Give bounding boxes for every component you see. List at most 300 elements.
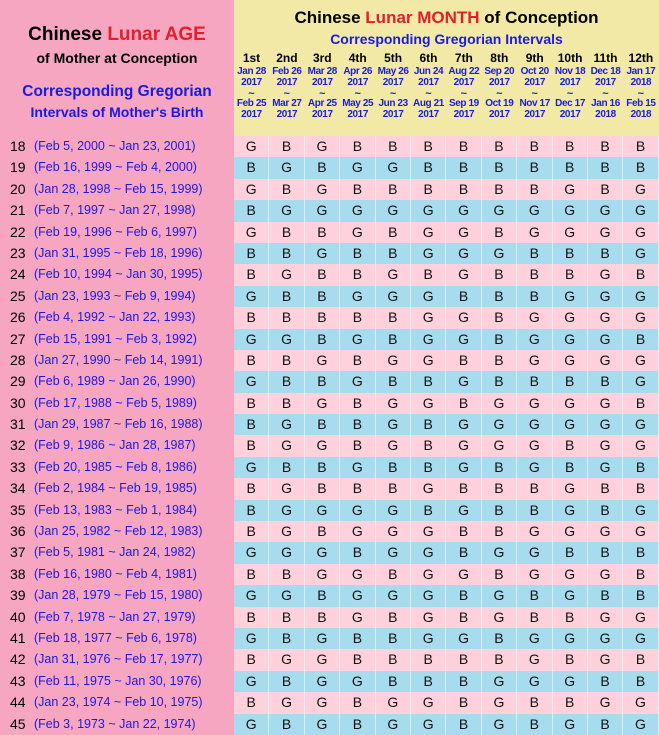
birth-date-range: (Feb 2, 1984 ~ Feb 19, 1985) [34, 481, 197, 496]
prediction-cell: G [376, 200, 411, 221]
prediction-cell: G [269, 478, 304, 499]
birth-date-range: (Feb 15, 1991 ~ Feb 3, 1992) [34, 331, 197, 346]
tilde-separator: ~ [602, 88, 609, 100]
prediction-cell: B [376, 307, 411, 328]
prediction-cell: G [340, 671, 375, 692]
month-end-year: 2017 [311, 109, 333, 120]
prediction-cell: G [623, 500, 658, 521]
table-row [0, 371, 659, 392]
mother-age: 22 [10, 223, 26, 240]
birth-date-range: (Feb 16, 1980 ~ Feb 4, 1981) [34, 566, 197, 581]
prediction-cell: B [376, 649, 411, 670]
prediction-cell: G [517, 628, 552, 649]
row-label [0, 457, 234, 478]
prediction-cell: B [269, 350, 304, 371]
prediction-cell: B [376, 564, 411, 585]
mother-age: 37 [10, 544, 26, 561]
prediction-cells [234, 564, 659, 585]
month-end-year: 2017 [418, 109, 439, 120]
month-end-year: 2017 [347, 109, 369, 120]
prediction-cell: G [553, 564, 588, 585]
month-name: 3rd [312, 51, 332, 65]
prediction-cell: G [305, 628, 340, 649]
prediction-cell: G [553, 500, 588, 521]
month-column-header [235, 52, 268, 121]
prediction-cell: B [517, 371, 552, 392]
prediction-cell: G [269, 542, 304, 563]
prediction-cell: B [269, 371, 304, 392]
prediction-cell: B [376, 628, 411, 649]
prediction-cell: B [305, 414, 340, 435]
row-label [0, 222, 234, 243]
prediction-cell: B [623, 157, 658, 178]
month-end-year: 2017 [276, 109, 298, 120]
month-start-year: 2017 [311, 77, 333, 88]
prediction-cell: B [553, 157, 588, 178]
prediction-cell: B [588, 714, 623, 735]
prediction-cell: G [340, 200, 375, 221]
prediction-cell: B [234, 414, 269, 435]
prediction-cell: B [482, 478, 517, 499]
prediction-cell: B [482, 286, 517, 307]
prediction-cell: G [269, 692, 304, 713]
prediction-cell: B [446, 542, 481, 563]
table-row [0, 714, 659, 735]
month-start-year: 2017 [418, 77, 439, 88]
prediction-cells [234, 136, 659, 157]
prediction-cell: B [305, 307, 340, 328]
prediction-cell: G [305, 393, 340, 414]
tilde-separator: ~ [248, 88, 255, 100]
prediction-cell: G [446, 435, 481, 456]
age-header-subtitle: of Mother at Conception [36, 50, 198, 66]
month-start-year: 2017 [595, 77, 616, 88]
row-label [0, 564, 234, 585]
prediction-cell: B [234, 500, 269, 521]
tilde-separator: ~ [389, 88, 397, 100]
prediction-cell: B [446, 393, 481, 414]
prediction-cell: B [446, 607, 481, 628]
row-label [0, 542, 234, 563]
tilde-separator: ~ [319, 88, 326, 100]
prediction-cell: B [623, 671, 658, 692]
birth-date-range: (Feb 13, 1983 ~ Feb 1, 1984) [34, 502, 197, 517]
prediction-cell: G [588, 692, 623, 713]
prediction-cell: B [588, 478, 623, 499]
prediction-cell: G [623, 435, 658, 456]
month-start-date: Oct 20 [520, 66, 549, 77]
month-name: 10th [557, 51, 583, 65]
prediction-cell: B [482, 521, 517, 542]
prediction-cell: B [269, 628, 304, 649]
prediction-cell: B [234, 521, 269, 542]
prediction-cell: B [269, 243, 304, 264]
table-row [0, 179, 659, 200]
row-label [0, 350, 234, 371]
prediction-cell: G [588, 607, 623, 628]
prediction-cell: B [411, 414, 446, 435]
mother-age: 35 [10, 501, 26, 518]
prediction-cell: G [517, 457, 552, 478]
prediction-cells [234, 157, 659, 178]
row-label [0, 307, 234, 328]
prediction-cell: G [269, 649, 304, 670]
prediction-cell: B [305, 264, 340, 285]
prediction-cell: B [376, 329, 411, 350]
prediction-cell: B [482, 264, 517, 285]
prediction-cells [234, 350, 659, 371]
prediction-cell: G [623, 243, 658, 264]
prediction-cell: B [234, 435, 269, 456]
prediction-cell: G [446, 222, 481, 243]
mother-age: 41 [10, 629, 26, 646]
prediction-cell: G [234, 329, 269, 350]
prediction-cell: G [588, 200, 623, 221]
prediction-cell: B [411, 457, 446, 478]
prediction-cell: B [446, 521, 481, 542]
prediction-cell: G [446, 414, 481, 435]
prediction-cell: G [517, 393, 552, 414]
table-row [0, 521, 659, 542]
prediction-cell: G [517, 200, 552, 221]
prediction-cell: G [234, 222, 269, 243]
prediction-cell: G [305, 136, 340, 157]
prediction-cells [234, 243, 659, 264]
month-start-year: 2017 [347, 77, 369, 88]
month-start-year: 2017 [524, 77, 546, 88]
prediction-cell: B [376, 243, 411, 264]
prediction-cell: G [623, 628, 658, 649]
row-label [0, 435, 234, 456]
mother-age: 31 [10, 416, 26, 433]
prediction-cell: B [340, 307, 375, 328]
prediction-cell: G [411, 628, 446, 649]
prediction-cell: G [517, 307, 552, 328]
prediction-cell: G [517, 329, 552, 350]
birth-date-range: (Feb 6, 1989 ~ Jan 26, 1990) [34, 374, 196, 389]
prediction-cell: G [376, 286, 411, 307]
month-name: 11th [593, 51, 618, 65]
birth-date-range: (Jan 23, 1974 ~ Feb 10, 1975) [34, 695, 203, 710]
prediction-cell: G [623, 179, 658, 200]
prediction-cell: G [623, 222, 658, 243]
birth-date-range: (Feb 3, 1973 ~ Jan 22, 1974) [34, 716, 196, 731]
tilde-separator: ~ [460, 88, 468, 100]
table-row [0, 628, 659, 649]
prediction-cell: G [553, 478, 588, 499]
prediction-cell: B [376, 457, 411, 478]
birth-date-range: (Feb 7, 1997 ~ Jan 27, 1998) [34, 203, 196, 218]
prediction-cell: B [553, 136, 588, 157]
prediction-cells [234, 307, 659, 328]
prediction-cell: B [553, 607, 588, 628]
prediction-cell: B [482, 329, 517, 350]
month-column-header [554, 52, 587, 121]
prediction-cell: B [517, 179, 552, 200]
prediction-cell: G [411, 243, 446, 264]
prediction-cell: B [482, 628, 517, 649]
prediction-cell: B [305, 521, 340, 542]
prediction-cell: G [553, 329, 588, 350]
prediction-cell: B [623, 542, 658, 563]
prediction-cell: B [446, 136, 481, 157]
table-row [0, 649, 659, 670]
mother-age: 32 [10, 437, 26, 454]
table-row [0, 607, 659, 628]
prediction-cell: G [411, 222, 446, 243]
table-row [0, 585, 659, 606]
prediction-cell: B [340, 542, 375, 563]
prediction-cell: G [482, 435, 517, 456]
row-label [0, 607, 234, 628]
prediction-cell: G [376, 692, 411, 713]
month-end-date: Sep 19 [448, 98, 479, 109]
birth-date-range: (Jan 23, 1993 ~ Feb 9, 1994) [34, 288, 196, 303]
prediction-cell: B [305, 286, 340, 307]
row-label [0, 692, 234, 713]
prediction-cell: G [553, 671, 588, 692]
prediction-cell: B [411, 435, 446, 456]
prediction-cell: B [588, 179, 623, 200]
mother-age: 43 [10, 672, 26, 689]
prediction-cell: G [340, 564, 375, 585]
prediction-cell: G [517, 671, 552, 692]
row-label [0, 671, 234, 692]
month-header [234, 0, 659, 136]
prediction-cell: B [411, 649, 446, 670]
prediction-cell: G [269, 264, 304, 285]
prediction-cell: B [269, 671, 304, 692]
birth-date-range: (Feb 9, 1986 ~ Jan 28, 1987) [34, 438, 196, 453]
prediction-cells [234, 414, 659, 435]
table-row [0, 500, 659, 521]
month-start-date: Jun 24 [413, 66, 444, 77]
prediction-cell: B [517, 157, 552, 178]
prediction-cell: G [411, 307, 446, 328]
tilde-separator: ~ [637, 88, 645, 100]
month-header-subtitle: Corresponding Gregorian Intervals [330, 31, 563, 47]
prediction-cell: G [553, 714, 588, 735]
prediction-cells [234, 264, 659, 285]
birth-date-range: (Jan 31, 1976 ~ Feb 17, 1977) [34, 652, 203, 667]
month-end-year: 2017 [382, 109, 404, 120]
prediction-cell: G [340, 585, 375, 606]
month-end-date: Mar 27 [272, 98, 302, 109]
prediction-cells [234, 222, 659, 243]
mother-age: 33 [10, 458, 26, 475]
prediction-cell: G [269, 500, 304, 521]
prediction-cell: B [234, 649, 269, 670]
prediction-cell: G [411, 564, 446, 585]
prediction-cell: G [588, 564, 623, 585]
prediction-cell: B [234, 264, 269, 285]
prediction-cell: G [411, 350, 446, 371]
month-start-year: 2018 [630, 77, 652, 88]
prediction-cell: B [446, 350, 481, 371]
birth-date-range: (Jan 28, 1979 ~ Feb 15, 1980) [34, 588, 203, 603]
birth-date-range: (Feb 19, 1996 ~ Feb 6, 1997) [34, 224, 197, 239]
prediction-cell: G [376, 264, 411, 285]
month-start-date: Mar 28 [307, 66, 337, 77]
table-row [0, 350, 659, 371]
prediction-cell: G [305, 179, 340, 200]
prediction-cell: B [411, 157, 446, 178]
prediction-cell: B [340, 478, 375, 499]
prediction-cell: G [340, 157, 375, 178]
prediction-cell: G [623, 714, 658, 735]
prediction-cell: B [269, 307, 304, 328]
prediction-cell: G [623, 286, 658, 307]
prediction-cell: B [517, 243, 552, 264]
prediction-cell: B [340, 414, 375, 435]
prediction-cell: B [623, 564, 658, 585]
month-start-date: Jan 17 [626, 66, 656, 77]
prediction-cell: B [588, 542, 623, 563]
month-name: 4th [348, 51, 367, 65]
prediction-cell: B [376, 222, 411, 243]
prediction-cell: G [305, 671, 340, 692]
row-label [0, 521, 234, 542]
prediction-cell: B [269, 222, 304, 243]
prediction-cell: G [269, 521, 304, 542]
month-column-header [447, 52, 480, 121]
prediction-cells [234, 521, 659, 542]
row-label [0, 136, 234, 157]
prediction-cell: B [446, 692, 481, 713]
prediction-cell: G [482, 671, 517, 692]
prediction-cell: G [588, 628, 623, 649]
prediction-cell: B [234, 607, 269, 628]
birth-date-range: (Jan 25, 1982 ~ Feb 12, 1983) [34, 524, 203, 539]
prediction-cell: G [623, 414, 658, 435]
prediction-cell: B [482, 649, 517, 670]
table-row [0, 671, 659, 692]
table-row [0, 243, 659, 264]
prediction-cells [234, 500, 659, 521]
prediction-cell: G [269, 329, 304, 350]
birth-date-range: (Feb 5, 1981 ~ Jan 24, 1982) [34, 545, 196, 560]
prediction-cell: G [482, 607, 517, 628]
table-row [0, 286, 659, 307]
prediction-cell: B [340, 649, 375, 670]
prediction-cell: G [234, 136, 269, 157]
birth-date-range: (Feb 10, 1994 ~ Jan 30, 1995) [34, 267, 203, 282]
prediction-cells [234, 692, 659, 713]
mother-age: 40 [10, 608, 26, 625]
row-label [0, 286, 234, 307]
month-start-year: 2017 [382, 77, 404, 88]
prediction-cell: B [588, 157, 623, 178]
prediction-cell: G [446, 264, 481, 285]
prediction-cell: G [340, 607, 375, 628]
birth-date-range: (Feb 11, 1975 ~ Jan 30, 1976) [34, 673, 202, 688]
prediction-cell: B [482, 457, 517, 478]
month-end-date: May 25 [342, 98, 374, 109]
prediction-cell: G [411, 200, 446, 221]
table-row [0, 222, 659, 243]
month-end-year: 2017 [241, 109, 262, 120]
prediction-cells [234, 179, 659, 200]
prediction-cell: B [376, 607, 411, 628]
prediction-cell: G [553, 350, 588, 371]
prediction-cells [234, 329, 659, 350]
mother-age: 18 [10, 138, 26, 154]
prediction-cell: B [517, 714, 552, 735]
prediction-cell: G [446, 628, 481, 649]
prediction-cell: G [340, 286, 375, 307]
month-end-date: Nov 17 [519, 98, 550, 109]
prediction-cell: B [376, 136, 411, 157]
birth-interval-caption-1: Corresponding Gregorian [22, 83, 212, 100]
month-column-header [377, 52, 410, 121]
prediction-cell: B [482, 564, 517, 585]
month-end-date: Apr 25 [307, 98, 337, 109]
month-start-date: Apr 26 [343, 66, 373, 77]
mother-age: 28 [10, 351, 26, 368]
prediction-cell: B [340, 435, 375, 456]
table-row [0, 157, 659, 178]
row-label [0, 329, 234, 350]
prediction-cell: B [623, 329, 658, 350]
prediction-cell: G [340, 500, 375, 521]
month-column-header [341, 52, 374, 121]
prediction-cell: G [588, 649, 623, 670]
prediction-cell: G [517, 414, 552, 435]
prediction-cell: G [305, 350, 340, 371]
birth-date-range: (Feb 4, 1992 ~ Jan 22, 1993) [34, 310, 196, 325]
prediction-cells [234, 457, 659, 478]
prediction-cell: B [305, 585, 340, 606]
month-end-year: 2017 [559, 109, 581, 120]
prediction-cell: G [305, 714, 340, 735]
prediction-cell: B [446, 671, 481, 692]
prediction-cell: B [411, 136, 446, 157]
prediction-cell: G [234, 286, 269, 307]
month-start-date: Jan 28 [237, 66, 266, 77]
prediction-cell: B [482, 179, 517, 200]
prediction-cell: G [623, 692, 658, 713]
table-row [0, 200, 659, 221]
birth-interval-caption-2: Intervals of Mother's Birth [30, 104, 204, 120]
prediction-cell: B [517, 136, 552, 157]
prediction-cell: G [623, 350, 658, 371]
month-column-header [624, 52, 657, 121]
prediction-cell: G [305, 200, 340, 221]
prediction-cell: G [623, 521, 658, 542]
prediction-cell: G [411, 478, 446, 499]
prediction-cell: B [340, 714, 375, 735]
row-label [0, 714, 234, 735]
birth-date-range: (Feb 18, 1977 ~ Feb 6, 1978) [34, 630, 197, 645]
month-name: 1st [242, 51, 261, 65]
prediction-cell: G [234, 542, 269, 563]
prediction-cells [234, 628, 659, 649]
prediction-cell: B [411, 179, 446, 200]
chart-table [0, 136, 659, 735]
prediction-cells [234, 286, 659, 307]
month-start-date: May 26 [377, 66, 409, 77]
prediction-cell: G [411, 329, 446, 350]
prediction-cell: B [482, 371, 517, 392]
row-label [0, 414, 234, 435]
prediction-cell: G [340, 222, 375, 243]
prediction-cells [234, 371, 659, 392]
prediction-cell: G [553, 200, 588, 221]
prediction-cell: B [269, 714, 304, 735]
prediction-cell: G [482, 542, 517, 563]
month-end-year: 2018 [630, 109, 652, 120]
tilde-separator: ~ [283, 88, 291, 100]
